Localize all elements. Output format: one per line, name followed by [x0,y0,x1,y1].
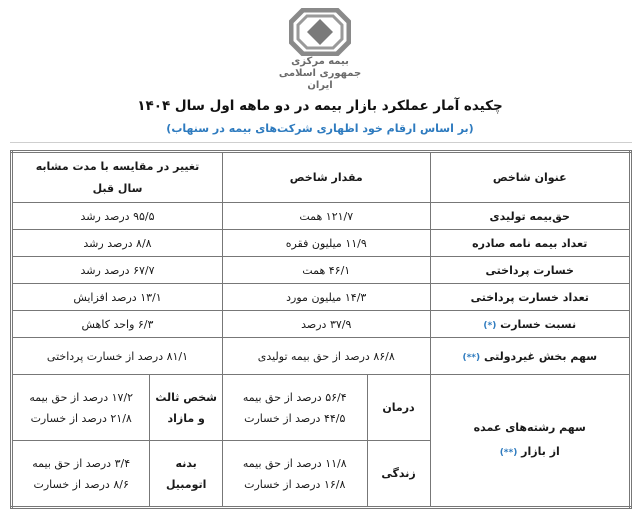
table-row [12,230,631,257]
major-lines-row-health [12,375,631,441]
life-premium-share: ۱۱/۸ درصد از حق بیمه [242,456,347,470]
header-change-line2: سال قبل [92,181,143,195]
row-value: ۱۲۱/۷ همت [222,203,430,230]
major-lines-label-line2: از بازار [521,445,560,458]
category-third-party-line2: و مازاد [167,411,205,425]
logo-text-line1: بیمه مرکزی [291,56,349,67]
table-row [12,203,631,230]
category-third-party-line1: شخص ثالث [155,390,217,404]
row-value: ۳۷/۹ درصد [222,311,430,338]
row-value: ۴۶/۱ همت [222,257,430,284]
page-subtitle: (بر اساس ارقام خود اظهاری شرکت‌های بیمه در سنهاب) [166,122,474,135]
header-value-col: مقدار شاخص [222,152,430,203]
car-body-values [12,441,150,508]
row-change: ۱۳/۱ درصد افزایش [12,284,223,311]
row-label-text: نسبت خسارت [500,317,577,331]
logo-emblem-icon [289,8,351,56]
car-body-claims-share: ۸/۶ درصد از خسارت [33,477,129,491]
row-value: ۸۶/۸ درصد از حق بیمه تولیدی [222,338,430,375]
category-third-party [150,375,223,441]
header-title-col: عنوان شاخص [430,152,630,203]
car-body-premium-share: ۳/۴ درصد از حق بیمه [32,456,131,470]
life-values [222,441,367,508]
life-claims-share: ۱۶/۸ درصد از خسارت [244,477,346,491]
row-label: خسارت پرداختی [430,257,630,284]
major-lines-label [430,375,630,508]
header-change-col [12,152,223,203]
table-row [12,284,631,311]
row-label-text: سهم بخش غیردولتی [483,349,598,363]
divider [10,142,632,143]
row-label [430,311,630,338]
row-change: ۶۷/۷ درصد رشد [12,257,223,284]
row-change: ۶/۳ واحد کاهش [12,311,223,338]
category-car-body [150,441,223,508]
stats-table [10,150,632,509]
category-car-body-line2: اتومبیل [165,477,207,491]
logo-text-line2: جمهوری اسلامی ایران [278,68,362,91]
footnote-marker: (**) [462,352,481,363]
third-party-values [12,375,150,441]
row-label [430,338,630,375]
footnote-marker: (**) [499,448,518,458]
central-insurance-logo [270,8,370,91]
table-row [12,257,631,284]
row-value: ۱۴/۳ میلیون مورد [222,284,430,311]
health-premium-share: ۵۶/۴ درصد از حق بیمه [242,390,347,404]
category-health: درمان [367,375,430,441]
health-claims-share: ۴۴/۵ درصد از خسارت [244,411,346,425]
row-value: ۱۱/۹ میلیون فقره [222,230,430,257]
row-label: حق‌بیمه تولیدی [430,203,630,230]
category-car-body-line1: بدنه [175,456,197,470]
page-title: چکیده آمار عملکرد بازار بیمه در دو ماهه اول سال ۱۴۰۴ [137,98,503,114]
table-row [12,311,631,338]
table-row [12,338,631,375]
row-change: ۸۱/۱ درصد از خسارت پرداختی [12,338,223,375]
row-label: تعداد بیمه نامه صادره [430,230,630,257]
major-lines-label-line1: سهم رشته‌های عمده [473,421,586,434]
health-values [222,375,367,441]
category-life: زندگی [367,441,430,508]
row-change: ۹۵/۵ درصد رشد [12,203,223,230]
table-header-row [12,152,631,203]
third-party-premium-share: ۱۷/۲ درصد از حق بیمه [29,390,134,404]
row-label: تعداد خسارت پرداختی [430,284,630,311]
header-change-line1: تغییر در مقایسه با مدت مشابه [35,159,200,173]
footnote-marker: (*) [483,320,497,331]
third-party-claims-share: ۲۱/۸ درصد از خسارت [30,411,132,425]
row-change: ۸/۸ درصد رشد [12,230,223,257]
